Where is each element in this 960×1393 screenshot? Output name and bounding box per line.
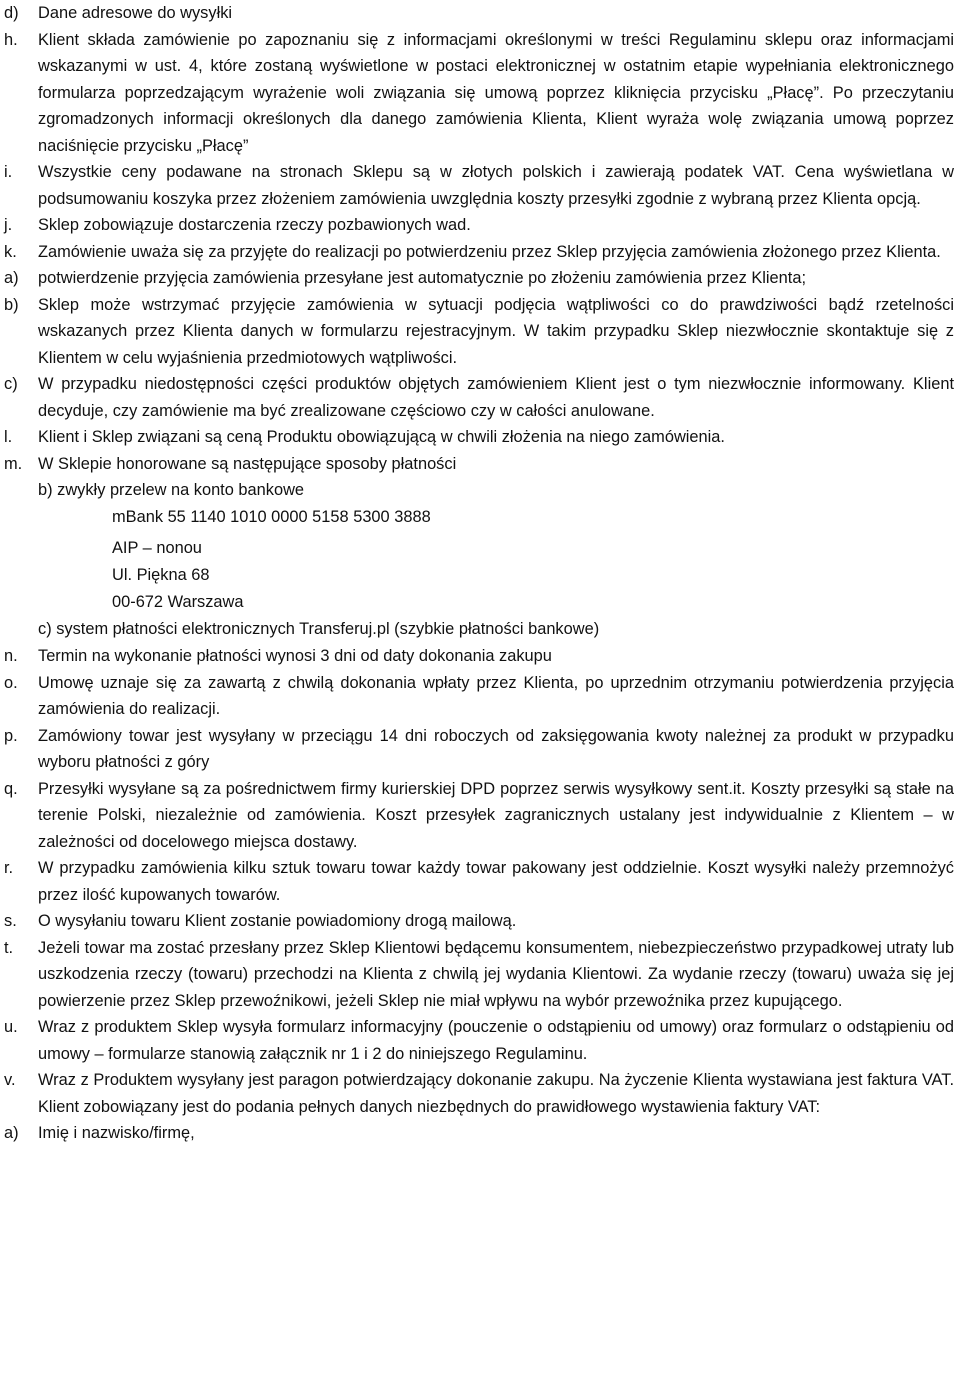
list-item-text: Termin na wykonanie płatności wynosi 3 dni od daty dokonania zakupu [38, 647, 552, 665]
payment-online: c) system płatności elektronicznych Transferuj.pl (szybkie płatności bankowe) [38, 620, 600, 638]
list-item-text: Przesyłki wysyłane są za pośrednictwem firmy kurierskiej DPD poprzez serwis wysyłkowy sent.it. Koszty przesyłki są stałe na terenie Polski, niezależnie od zamówienia. Koszt przesyłek zagranicznych ustalany jest indywidualnie z Klientem – w zależności od docelowego miejsca dostawy. [38, 779, 954, 851]
list-marker: r. [4, 859, 14, 877]
list-marker: t. [4, 938, 14, 957]
list-marker: b) [4, 295, 19, 314]
list-item-text: W przypadku zamówienia kilku sztuk towaru towar każdy towar pakowany jest oddzielnie. Koszt wysyłki należy przemnożyć przez ilość kupowanych towarów. [38, 859, 954, 904]
recipient-city: 00-672 Warszawa [112, 593, 244, 611]
list-item-text: Zamówienie uważa się za przyjęte do realizacji po potwierdzeniu przez Sklep przyjęcia zamówienia złożonego przez Klienta. [38, 242, 941, 261]
list-item-text: Klient i Sklep związani są ceną Produktu obowiązującą w chwili złożenia na niego zamówienia. [38, 428, 725, 446]
recipient-street: Ul. Piękna 68 [112, 566, 210, 584]
list-item-b [4, 292, 954, 372]
list-marker: k. [4, 242, 17, 261]
list-item-text: Wraz z Produktem wysyłany jest paragon potwierdzający dokonanie zakupu. Na życzenie Klienta wystawiana jest faktura VAT. Klient zobowiązany jest do podania pełnych danych niezbędnych do prawidłowego wystawienia faktury VAT: [38, 1071, 954, 1116]
list-item-i [4, 159, 954, 212]
list-item-text: W przypadku niedostępności części produktów objętych zamówieniem Klient jest o tym niezwłocznie informowany. Klient decyduje, czy zamówienie ma być zrealizowane częściowo czy w całości anulowane. [38, 375, 954, 420]
bank-account: mBank 55 1140 1010 0000 5158 5300 3888 [112, 508, 431, 526]
list-item-text: Imię i nazwisko/firmę, [38, 1124, 195, 1142]
list-item-text: Sklep zobowiązuje dostarczenia rzeczy pozbawionych wad. [38, 216, 471, 234]
list-item-r [4, 855, 954, 908]
list-item-v-a [4, 1120, 954, 1147]
list-item-text: Sklep może wstrzymać przyjęcie zamówienia w sytuacji podjęcia wątpliwości co do prawdziwości bądź rzetelności wskazanych przez Klienta danych w formularzu rejestracyjnym. W takim przypadku Sklep niezwłocznie skontaktuje się z Klientem w celu wyjaśnienia przedmiotowych wątpliwości. [38, 295, 954, 367]
list-item-k [4, 239, 954, 266]
list-item-text: Dane adresowe do wysyłki [38, 4, 233, 22]
list-item-text: Jeżeli towar ma zostać przesłany przez Sklep Klientowi będącemu konsumentem, niebezpieczeństwo przypadkowej utraty lub uszkodzenia rzeczy (towaru) przechodzi na Klienta z chwilą jej wydania Klientowi. Za wydanie rzeczy (towaru) uważa się jej powierzenie przez Sklep przewoźnikowi, jeżeli Sklep nie miał wpływu na wybór przewoźnika przez kupującego. [38, 938, 954, 1010]
list-item-text: potwierdzenie przyjęcia zamówienia przesyłane jest automatycznie po złożeniu zamówienia przez Klienta; [38, 269, 807, 287]
list-item-text: Wszystkie ceny podawane na stronach Sklepu są w złotych polskich i zawierają podatek VAT. Cena wyświetlana w podsumowaniu koszyka przez złożeniem zamówienia uwzględnia koszty przesyłki zgodnie z wybraną przez Klienta opcją. [38, 163, 954, 208]
list-marker: d) [4, 4, 19, 22]
list-marker: v. [4, 1071, 16, 1089]
list-item-text: Zamówiony towar jest wysyłany w przeciągu 14 dni roboczych od zaksięgowania kwoty należnej za produkt w przypadku wyboru płatności z góry [38, 726, 954, 771]
list-item-h [4, 27, 954, 160]
list-item-text: Umowę uznaje się za zawartą z chwilą dokonania wpłaty przez Klienta, po uprzednim otrzymaniu potwierdzenia przyjęcia zamówienia do realizacji. [38, 673, 954, 718]
list-item-text: O wysyłaniu towaru Klient zostanie powiadomiony drogą mailową. [38, 912, 517, 930]
list-item-a [4, 265, 954, 292]
list-item-s [4, 908, 954, 935]
list-marker: q. [4, 779, 18, 798]
list-item-c [4, 371, 954, 424]
list-item-text: Wraz z produktem Sklep wysyła formularz informacyjny (pouczenie o odstąpieniu od umowy) oraz formularz o odstąpieniu od umowy – formularze stanowią załącznik nr 1 i 2 do niniejszego Regulaminu. [38, 1018, 954, 1063]
list-item-text: Klient składa zamówienie po zapoznaniu się z informacjami określonymi w treści Regulaminu sklepu oraz informacjami wskazanymi w ust. 4, które zostaną wyświetlone w postaci elektronicznej w ostatnim etapie wypełniania elektronicznego formularza poprzedzającym wyrażenie woli związania się umową poprzez kliknięcia przycisku „Płacę”. Po przeczytaniu zgromadzonych informacji określonych dla danego zamówienia Klienta, Klient wyraża wolę związania umową poprzez naciśnięcie przycisku „Płacę” [38, 30, 954, 155]
list-marker: c) [4, 375, 18, 393]
list-marker: a) [4, 269, 19, 287]
list-item-p [4, 723, 954, 776]
list-marker: n. [4, 647, 18, 665]
list-marker: m. [4, 454, 23, 473]
list-item-m [4, 451, 954, 478]
list-item-l [4, 424, 954, 451]
list-marker: a) [4, 1124, 19, 1142]
list-marker: l. [4, 428, 13, 446]
list-marker: j. [4, 216, 13, 234]
list-item-n [4, 643, 954, 670]
list-item-q [4, 776, 954, 856]
list-item-o [4, 670, 954, 723]
list-marker: h. [4, 30, 18, 49]
list-item-d [4, 0, 954, 27]
recipient-company: AIP – nonou [112, 539, 202, 557]
list-item-j [4, 212, 954, 239]
list-marker: i. [4, 163, 13, 181]
list-item-u [4, 1014, 954, 1067]
payment-transfer: b) zwykły przelew na konto bankowe [38, 481, 305, 499]
list-item-text: W Sklepie honorowane są następujące sposoby płatności [38, 454, 457, 473]
list-marker: u. [4, 1018, 18, 1036]
list-marker: s. [4, 912, 17, 930]
list-item-t [4, 935, 954, 1015]
list-marker: p. [4, 726, 18, 745]
list-item-v [4, 1067, 954, 1120]
list-marker: o. [4, 673, 18, 692]
